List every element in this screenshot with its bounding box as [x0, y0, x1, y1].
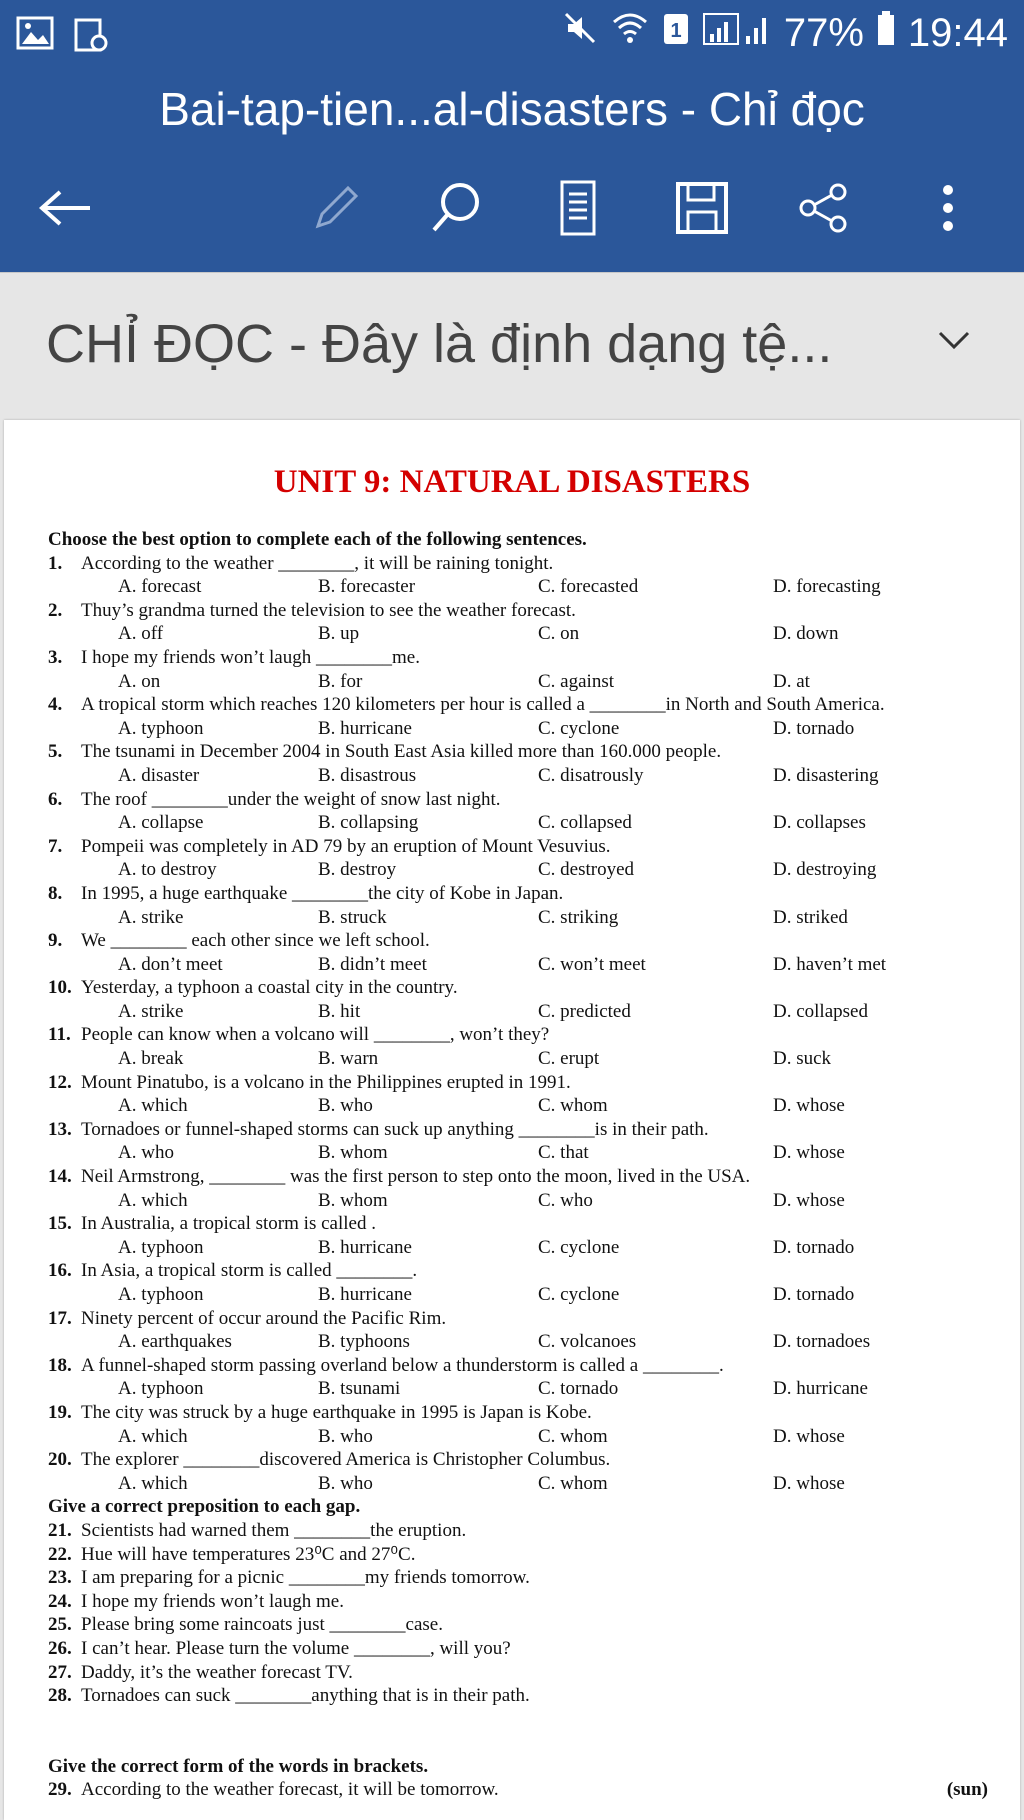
option-a: A. break [118, 1048, 184, 1070]
question-number: 18. [48, 1354, 72, 1376]
option-b: B. for [318, 670, 363, 692]
option-a: A. on [118, 670, 161, 692]
option-b: B. warn [318, 1048, 379, 1070]
option-c: C. whom [538, 1425, 608, 1447]
option-c: C. predicted [538, 1000, 631, 1022]
question-number: 29. [48, 1779, 72, 1801]
options-line [48, 622, 988, 646]
question-number: 26. [48, 1637, 72, 1659]
option-b: B. didn’t meet [318, 953, 427, 975]
question-text: Neil Armstrong, ________ was the first person to step onto the moon, lived in the USA. [81, 1166, 751, 1188]
option-c: C. against [538, 670, 614, 692]
question-line [48, 693, 988, 717]
word-hint: (sun) [946, 1779, 988, 1801]
question-number: 14. [48, 1166, 72, 1188]
question-line [48, 1778, 988, 1802]
question-text: The city was struck by a huge earthquake in 1995 is Japan is Kobe. [81, 1401, 592, 1423]
question-line [48, 929, 988, 953]
option-c: C. won’t meet [538, 953, 646, 975]
option-a: A. disaster [118, 764, 200, 786]
question-text: A funnel-shaped storm passing overland below a thunderstorm is called a ________. [81, 1354, 724, 1376]
question-number: 28. [48, 1685, 72, 1707]
screenshot-icon [72, 16, 110, 59]
document-content [48, 528, 988, 1802]
question-text: The roof ________under the weight of snow last night. [81, 788, 501, 810]
question-text: I hope my friends won’t laugh ________me. [81, 646, 420, 668]
option-c: C. cyclone [538, 717, 620, 739]
question-line [48, 1448, 988, 1472]
question-text: Daddy, it’s the weather forecast TV. [81, 1661, 353, 1683]
clock: 19:44 [907, 10, 1008, 55]
option-d: D. at [773, 670, 810, 692]
option-c: C. striking [538, 906, 619, 928]
question-number: 10. [48, 977, 72, 999]
option-b: B. tsunami [318, 1378, 401, 1400]
options-line [48, 858, 988, 882]
option-a: A. typhoon [118, 717, 204, 739]
option-c: C. cyclone [538, 1236, 620, 1258]
unit-title: UNIT 9: NATURAL DISASTERS [273, 464, 751, 500]
option-a: A. strike [118, 1000, 184, 1022]
question-text: The explorer ________discovered America is Christopher Columbus. [81, 1449, 611, 1471]
question-line [48, 1354, 988, 1378]
question-text: Tornadoes or funnel-shaped storms can suck up anything ________is in their path. [81, 1118, 709, 1140]
option-d: D. destroying [773, 859, 877, 881]
question-number: 3. [48, 646, 63, 668]
options-line [48, 764, 988, 788]
option-a: A. earthquakes [118, 1331, 232, 1353]
option-a: A. typhoon [118, 1236, 204, 1258]
question-number: 9. [48, 930, 63, 952]
option-a: A. forecast [118, 576, 202, 598]
question-text: Hue will have temperatures 23⁰C and 27⁰C. [81, 1543, 416, 1565]
question-text: Yesterday, a typhoon a coastal city in the country. [81, 977, 458, 999]
question-line [48, 1519, 988, 1543]
question-number: 8. [48, 882, 63, 904]
question-number: 25. [48, 1614, 72, 1636]
question-text: The tsunami in December 2004 in South East Asia killed more than 160.000 people. [81, 741, 722, 763]
question-number: 12. [48, 1071, 72, 1093]
question-line [48, 1259, 988, 1283]
option-a: A. strike [118, 906, 184, 928]
question-line [48, 1401, 988, 1425]
option-b: B. who [318, 1472, 373, 1494]
option-a: A. typhoon [118, 1284, 204, 1305]
section-heading: Choose the best option to complete each of the following sentences. [48, 529, 587, 550]
option-c: C. whom [538, 1095, 608, 1117]
option-c: C. forecasted [538, 576, 639, 598]
wifi-icon [610, 10, 650, 56]
options-line [48, 953, 988, 977]
question-line [48, 1071, 988, 1095]
option-c: C. that [538, 1142, 589, 1164]
chevron-down-icon[interactable] [934, 321, 974, 366]
question-number: 21. [48, 1519, 72, 1541]
question-line [48, 1023, 988, 1047]
question-text: In Asia, a tropical storm is called ________. [81, 1260, 418, 1282]
option-d: D. tornado [773, 1236, 855, 1258]
banner-text: CHỈ ĐỌC - Đây là định dạng tệ... [46, 314, 833, 374]
option-d: D. whose [773, 1095, 845, 1117]
svg-text:1: 1 [670, 19, 682, 42]
question-line [48, 1661, 988, 1685]
question-line [48, 1307, 988, 1331]
question-line [48, 740, 988, 764]
option-b: B. who [318, 1095, 373, 1117]
option-b: B. destroy [318, 859, 397, 881]
options-line [48, 1283, 988, 1307]
options-line [48, 670, 988, 694]
spacer [48, 1708, 988, 1755]
option-a: A. to destroy [118, 859, 217, 881]
question-text: People can know when a volcano will ________, won’t they? [81, 1024, 550, 1046]
question-line [48, 1637, 988, 1661]
question-text: According to the weather forecast, it will be tomorrow. [81, 1779, 499, 1801]
option-a: A. collapse [118, 812, 204, 834]
question-line [48, 1590, 988, 1614]
option-d: D. suck [773, 1048, 832, 1070]
option-b: B. up [318, 623, 360, 645]
question-text: I can’t hear. Please turn the volume ________, will you? [81, 1637, 511, 1659]
question-number: 2. [48, 599, 63, 621]
options-line [48, 1000, 988, 1024]
question-text: I hope my friends won’t laugh me. [81, 1590, 344, 1612]
question-line [48, 835, 988, 859]
options-line [48, 906, 988, 930]
question-text: We ________ each other since we left school. [81, 930, 430, 952]
option-d: D. striked [773, 906, 848, 928]
question-line [48, 1118, 988, 1142]
option-a: A. don’t meet [118, 953, 223, 975]
question-line [48, 1212, 988, 1236]
option-d: D. whose [773, 1142, 845, 1164]
options-line [48, 1094, 988, 1118]
question-line [48, 646, 988, 670]
gallery-icon [16, 16, 54, 59]
option-d: D. down [773, 623, 839, 645]
option-d: D. whose [773, 1425, 845, 1447]
question-number: 24. [48, 1590, 72, 1612]
option-b: B. whom [318, 1142, 388, 1164]
option-b: B. who [318, 1425, 373, 1447]
question-number: 19. [48, 1401, 72, 1423]
option-d: D. whose [773, 1472, 845, 1494]
options-line [48, 1377, 988, 1401]
question-number: 4. [48, 694, 63, 716]
option-b: B. typhoons [318, 1331, 410, 1353]
question-text: A tropical storm which reaches 120 kilometers per hour is called a ________in North and South America. [81, 694, 885, 716]
option-a: A. which [118, 1189, 188, 1211]
document-page [4, 420, 1020, 1820]
more-options-icon[interactable] [916, 176, 980, 240]
option-c: C. destroyed [538, 859, 635, 881]
question-line [48, 1613, 988, 1637]
question-text: Please bring some raincoats just ________case. [81, 1614, 443, 1636]
question-number: 16. [48, 1260, 72, 1282]
question-line [48, 882, 988, 906]
question-number: 17. [48, 1307, 72, 1329]
share-icon[interactable] [792, 176, 856, 240]
question-line [48, 1543, 988, 1567]
options-line [48, 1141, 988, 1165]
option-b: B. forecaster [318, 576, 416, 598]
toolbar [0, 146, 1024, 272]
question-number: 5. [48, 741, 63, 763]
question-number: 11. [48, 1024, 71, 1046]
option-b: B. hurricane [318, 1284, 412, 1305]
option-b: B. hurricane [318, 1236, 412, 1258]
question-line [48, 552, 988, 576]
question-text: Ninety percent of occur around the Pacific Rim. [81, 1307, 447, 1329]
option-c: C. erupt [538, 1048, 600, 1070]
options-line [48, 1047, 988, 1071]
options-line [48, 1330, 988, 1354]
question-text: In 1995, a huge earthquake ________the city of Kobe in Japan. [81, 882, 564, 904]
question-line [48, 788, 988, 812]
options-line [48, 1472, 988, 1496]
question-line [48, 976, 988, 1000]
option-c: C. disatrously [538, 764, 644, 786]
options-line [48, 1189, 988, 1213]
option-b: B. struck [318, 906, 387, 928]
question-number: 7. [48, 835, 63, 857]
option-c: C. on [538, 623, 580, 645]
question-number: 23. [48, 1567, 72, 1589]
option-c: C. volcanoes [538, 1331, 637, 1353]
battery-percent: 77% [783, 10, 864, 55]
option-a: A. off [118, 623, 164, 645]
question-text: In Australia, a tropical storm is called . [81, 1213, 376, 1235]
option-b: B. hit [318, 1000, 361, 1022]
edit-pencil-icon[interactable] [304, 176, 368, 240]
option-d: D. tornadoes [773, 1331, 871, 1353]
question-number: 27. [48, 1661, 72, 1683]
section-heading: Give a correct preposition to each gap. [48, 1496, 361, 1518]
read-only-banner[interactable] [0, 272, 1024, 419]
option-d: D. collapsed [773, 1000, 868, 1022]
option-d: D. whose [773, 1189, 845, 1211]
option-c: C. whom [538, 1472, 608, 1494]
question-text: Pompeii was completely in AD 79 by an eruption of Mount Vesuvius. [81, 835, 611, 857]
back-icon[interactable] [34, 176, 98, 240]
mute-icon [562, 10, 598, 56]
reading-view-icon[interactable] [546, 176, 610, 240]
question-line [48, 1566, 988, 1590]
question-number: 6. [48, 788, 63, 810]
option-c: C. collapsed [538, 812, 632, 834]
option-b: B. disastrous [318, 764, 417, 786]
options-line [48, 1236, 988, 1260]
question-number: 20. [48, 1449, 72, 1471]
option-b: B. whom [318, 1189, 388, 1211]
question-line [48, 599, 988, 623]
option-a: A. which [118, 1472, 188, 1494]
question-text: Scientists had warned them ________the eruption. [81, 1519, 467, 1541]
option-d: D. hurricane [773, 1378, 868, 1400]
sim-icon [662, 11, 690, 56]
section-heading: Give the correct form of the words in brackets. [48, 1755, 429, 1777]
options-line [48, 575, 988, 599]
option-c: C. tornado [538, 1378, 619, 1400]
options-line [48, 717, 988, 741]
option-d: D. tornado [773, 717, 855, 739]
signal-icon [702, 11, 772, 56]
question-number: 13. [48, 1118, 72, 1140]
option-d: D. haven’t met [773, 953, 887, 975]
options-line [48, 1425, 988, 1449]
question-number: 1. [48, 552, 63, 574]
option-a: A. who [118, 1142, 174, 1164]
question-text: I am preparing for a picnic ________my friends tomorrow. [81, 1567, 530, 1589]
question-text: According to the weather ________, it will be raining tonight. [81, 552, 554, 574]
option-d: D. forecasting [773, 576, 881, 598]
question-number: 15. [48, 1213, 72, 1235]
battery-icon [876, 10, 896, 56]
question-line [48, 1165, 988, 1189]
option-a: A. which [118, 1095, 188, 1117]
option-c: C. cyclone [538, 1284, 620, 1305]
question-text: Mount Pinatubo, is a volcano in the Philippines erupted in 1991. [81, 1071, 571, 1093]
option-c: C. who [538, 1189, 593, 1211]
question-number: 22. [48, 1543, 72, 1565]
option-a: A. which [118, 1425, 188, 1447]
options-line [48, 811, 988, 835]
question-line [48, 1684, 988, 1708]
question-text: Thuy’s grandma turned the television to see the weather forecast. [81, 599, 576, 621]
option-a: A. typhoon [118, 1378, 204, 1400]
search-icon[interactable] [424, 176, 488, 240]
save-icon[interactable] [670, 176, 734, 240]
status-bar [0, 0, 1024, 72]
question-text: Tornadoes can suck ________anything that is in their path. [81, 1685, 530, 1707]
option-b: B. collapsing [318, 812, 419, 834]
option-d: D. collapses [773, 812, 866, 834]
option-d: D. disastering [773, 764, 879, 786]
option-d: D. tornado [773, 1284, 855, 1305]
document-title: Bai-tap-tien...al-disasters - Chỉ đọc [0, 72, 1024, 146]
option-b: B. hurricane [318, 717, 412, 739]
